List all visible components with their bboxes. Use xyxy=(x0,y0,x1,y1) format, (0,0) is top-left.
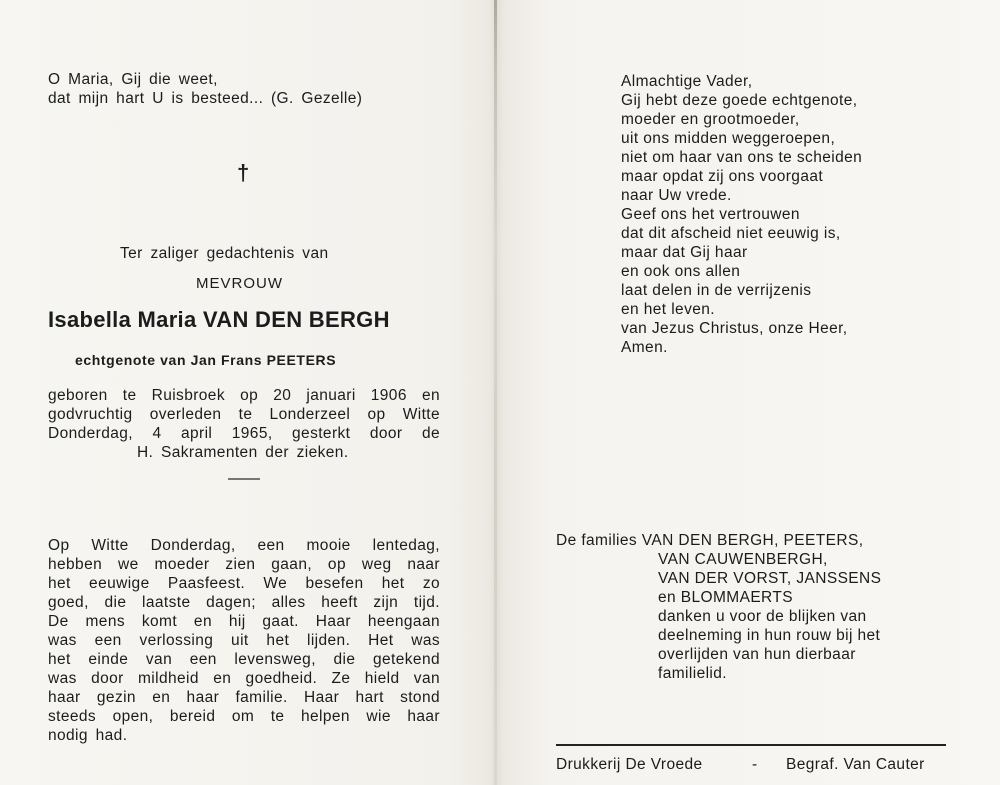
thanks-line-8: familielid. xyxy=(658,665,728,682)
prayer-line-4: uit ons midden weggeroepen, xyxy=(621,130,836,147)
thanks-line-2: VAN CAUWENBERGH, xyxy=(658,551,828,568)
thanks-line-6: deelneming in hun rouw bij het xyxy=(658,627,881,644)
divider xyxy=(228,478,260,480)
story-line-4: goed, die laatste dagen; alles heeft zijn tijd. xyxy=(48,594,440,611)
story-line-11: nodig had. xyxy=(48,727,128,744)
prayer-line-10: maar dat Gij haar xyxy=(621,244,748,261)
prayer-line-11: en ook ons allen xyxy=(621,263,741,280)
story-line-3: het eeuwige Paasfeest. We besefen het zo xyxy=(48,575,440,592)
quote-line-1: O Maria, Gij die weet, xyxy=(48,71,218,88)
prayer-line-9: dat dit afscheid niet eeuwig is, xyxy=(621,225,841,242)
thanks-line-4: en BLOMMAERTS xyxy=(658,589,793,606)
undertaker-name: Begraf. Van Cauter xyxy=(786,756,925,773)
printer-name: Drukkerij De Vroede xyxy=(556,756,703,773)
thanks-line-7: overlijden van hun dierbaar xyxy=(658,646,856,663)
story-line-2: hebben we moeder zien gaan, op weg naar xyxy=(48,556,440,573)
prayer-line-7: naar Uw vrede. xyxy=(621,187,732,204)
prayer-line-6: maar opdat zij ons voorgaat xyxy=(621,168,824,185)
story-line-9: haar gezin en haar familie. Haar hart stond xyxy=(48,689,440,706)
thanks-line-1: De families VAN DEN BERGH, PEETERS, xyxy=(556,532,864,549)
story-line-1: Op Witte Donderdag, een mooie lentedag, xyxy=(48,537,440,554)
prayer-line-8: Geef ons het vertrouwen xyxy=(621,206,800,223)
prayer-line-2: Gij hebt deze goede echtgenote, xyxy=(621,92,858,109)
story-line-8: was door mildheid en goedheid. Ze hield van xyxy=(48,670,440,687)
thanks-line-5: danken u voor de blijken van xyxy=(658,608,867,625)
prayer-line-5: niet om haar van ons te scheiden xyxy=(621,149,863,166)
center-fold xyxy=(494,0,497,785)
bio-line-2: godvruchtig overleden te Londerzeel op Witte xyxy=(48,406,440,423)
quote-line-2: dat mijn hart U is besteed... (G. Gezelle) xyxy=(48,90,363,107)
footer-rule xyxy=(556,744,946,746)
cross-icon: † xyxy=(237,160,250,185)
prayer-line-13: en het leven. xyxy=(621,301,715,318)
story-line-10: steeds open, bereid om te helpen wie haar xyxy=(48,708,440,725)
bio-line-4: H. Sakramenten der zieken. xyxy=(137,444,349,461)
story-line-6: was een verlossing uit het lijden. Het was xyxy=(48,632,440,649)
footer-separator: - xyxy=(752,756,758,773)
prayer-line-3: moeder en grootmoeder, xyxy=(621,111,800,128)
deceased-name: Isabella Maria VAN DEN BERGH xyxy=(48,307,390,332)
memory-heading: Ter zaliger gedachtenis van xyxy=(120,245,329,262)
bio-line-3: Donderdag, 4 april 1965, gesterkt door de xyxy=(48,425,440,442)
thanks-line-3: VAN DER VORST, JANSSENS xyxy=(658,570,882,587)
story-line-7: het einde van een levensweg, die getekend xyxy=(48,651,440,668)
bio-line-1: geboren te Ruisbroek op 20 januari 1906 en xyxy=(48,387,440,404)
story-line-5: De mens komt en hij gaat. Haar heengaan xyxy=(48,613,440,630)
prayer-line-12: laat delen in de verrijzenis xyxy=(621,282,812,299)
spouse-line: echtgenote van Jan Frans PEETERS xyxy=(75,352,337,368)
prayer-line-15: Amen. xyxy=(621,339,668,356)
prayer-line-1: Almachtige Vader, xyxy=(621,73,753,90)
title-mevrouw: MEVROUW xyxy=(196,275,283,292)
prayer-line-14: van Jezus Christus, onze Heer, xyxy=(621,320,848,337)
